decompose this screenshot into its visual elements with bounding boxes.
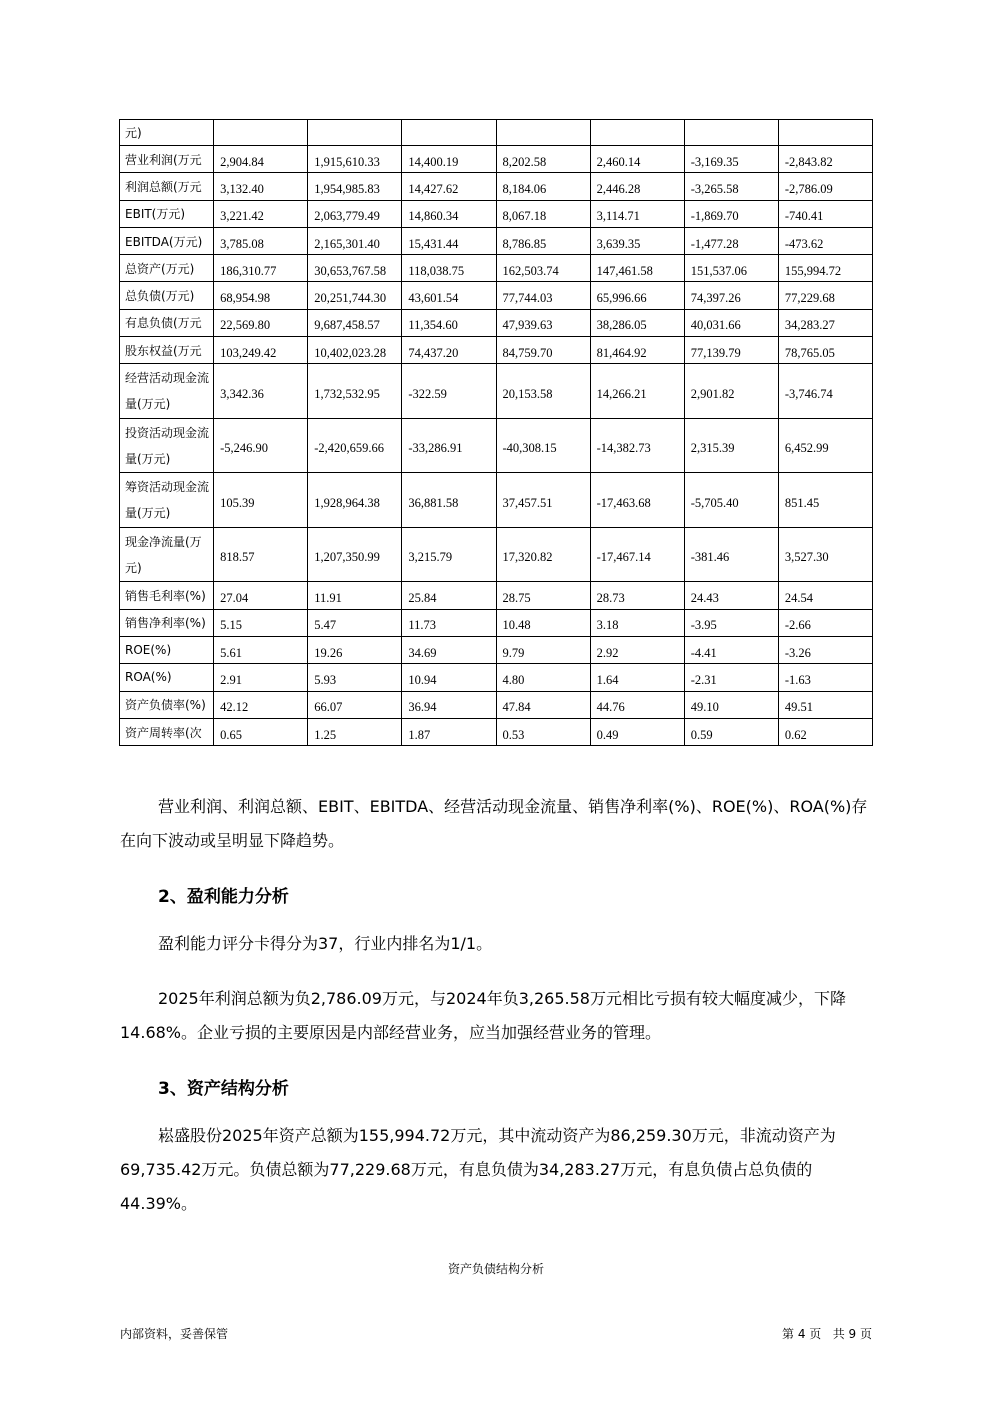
table-row	[120, 255, 873, 282]
table-cell: -3.95	[684, 609, 778, 636]
table-row	[120, 527, 873, 582]
row-label: 股东权益(万元	[120, 337, 214, 364]
table-cell: 14,860.34	[402, 200, 496, 227]
table-cell	[214, 120, 308, 146]
table-cell: 77,744.03	[496, 282, 590, 309]
table-row	[120, 691, 873, 718]
table-cell: 8,786.85	[496, 227, 590, 254]
table-cell: 147,461.58	[590, 255, 684, 282]
table-cell: -2,420,659.66	[308, 418, 402, 473]
summary-paragraph: 营业利润、利润总额、EBIT、EBITDA、经营活动现金流量、销售净利率(%)、ROE(%)、ROA(%)存在向下波动或呈明显下降趋势。	[120, 797, 868, 850]
table-cell: 47,939.63	[496, 309, 590, 336]
row-label: 销售毛利率(%)	[120, 582, 214, 609]
table-cell: 20,251,744.30	[308, 282, 402, 309]
table-cell: -473.62	[778, 227, 872, 254]
table-cell: 81,464.92	[590, 337, 684, 364]
row-label: 总资产(万元)	[120, 255, 214, 282]
table-cell: -17,467.14	[590, 527, 684, 582]
table-cell: -14,382.73	[590, 418, 684, 473]
row-label: EBITDA(万元)	[120, 227, 214, 254]
table-cell: 0.53	[496, 718, 590, 745]
table-cell: 4.80	[496, 664, 590, 691]
table-cell: 27.04	[214, 582, 308, 609]
table-cell: 1,915,610.33	[308, 146, 402, 173]
table-row	[120, 309, 873, 336]
table-cell: -322.59	[402, 364, 496, 419]
table-cell: 2,165,301.40	[308, 227, 402, 254]
table-cell	[496, 120, 590, 146]
table-cell: 42.12	[214, 691, 308, 718]
table-cell: -17,463.68	[590, 473, 684, 528]
table-cell: 9,687,458.57	[308, 309, 402, 336]
table-row	[120, 120, 873, 146]
table-cell: 10.94	[402, 664, 496, 691]
table-cell: 5.47	[308, 609, 402, 636]
table-row	[120, 473, 873, 528]
table-cell: 11.73	[402, 609, 496, 636]
table-row	[120, 173, 873, 200]
row-label: 元)	[120, 120, 214, 146]
table-cell: 5.61	[214, 636, 308, 663]
table-cell: 14,266.21	[590, 364, 684, 419]
row-label: ROA(%)	[120, 664, 214, 691]
table-cell: 28.75	[496, 582, 590, 609]
table-cell: 1,928,964.38	[308, 473, 402, 528]
table-cell: 818.57	[214, 527, 308, 582]
table-cell: 34.69	[402, 636, 496, 663]
table-cell: -740.41	[778, 200, 872, 227]
table-cell: 10.48	[496, 609, 590, 636]
table-cell: 22,569.80	[214, 309, 308, 336]
table-cell: 2,315.39	[684, 418, 778, 473]
financial-table-body	[120, 120, 873, 746]
table-cell: 1,732,532.95	[308, 364, 402, 419]
table-cell: -5,705.40	[684, 473, 778, 528]
profitability-score-paragraph: 盈利能力评分卡得分为37，行业内排名为1/1。	[158, 934, 493, 953]
table-cell: 3,132.40	[214, 173, 308, 200]
table-cell: -3.26	[778, 636, 872, 663]
table-cell: -33,286.91	[402, 418, 496, 473]
row-label: 销售净利率(%)	[120, 609, 214, 636]
table-cell: 49.10	[684, 691, 778, 718]
table-cell: 77,139.79	[684, 337, 778, 364]
row-label: 利润总额(万元	[120, 173, 214, 200]
table-cell: 40,031.66	[684, 309, 778, 336]
table-cell: 3,639.35	[590, 227, 684, 254]
table-cell: 77,229.68	[778, 282, 872, 309]
table-cell: 3.18	[590, 609, 684, 636]
table-cell: 78,765.05	[778, 337, 872, 364]
table-cell: -1,869.70	[684, 200, 778, 227]
table-cell: 2.92	[590, 636, 684, 663]
table-cell: -2.66	[778, 609, 872, 636]
table-cell: -5,246.90	[214, 418, 308, 473]
table-cell: 2,904.84	[214, 146, 308, 173]
table-row	[120, 718, 873, 745]
table-cell: 186,310.77	[214, 255, 308, 282]
table-cell: 6,452.99	[778, 418, 872, 473]
table-cell: 851.45	[778, 473, 872, 528]
table-cell: 3,114.71	[590, 200, 684, 227]
table-cell	[402, 120, 496, 146]
table-cell: 2,901.82	[684, 364, 778, 419]
table-row	[120, 282, 873, 309]
table-cell: 11.91	[308, 582, 402, 609]
profit-total-paragraph: 2025年利润总额为负2,786.09万元，与2024年负3,265.58万元相比亏损有较大幅度减少，下降14.68%。企业亏损的主要原因是内部经营业务，应当加强经营业务的管理。	[120, 989, 846, 1042]
table-row	[120, 664, 873, 691]
table-cell: 5.93	[308, 664, 402, 691]
table-cell: -3,265.58	[684, 173, 778, 200]
table-row	[120, 364, 873, 419]
table-cell: 3,221.42	[214, 200, 308, 227]
table-cell: 24.54	[778, 582, 872, 609]
row-label: 资产周转率(次	[120, 718, 214, 745]
table-cell: 44.76	[590, 691, 684, 718]
table-row	[120, 418, 873, 473]
asset-structure-paragraph: 崧盛股份2025年资产总额为155,994.72万元，其中流动资产为86,259.30万元，非流动资产为69,735.42万元。负债总额为77,229.68万元，有息负债为34,283.27万元，有息负债占总负债的44.39%。	[120, 1126, 836, 1213]
table-cell: 36,881.58	[402, 473, 496, 528]
table-row	[120, 227, 873, 254]
table-cell: 2.91	[214, 664, 308, 691]
table-cell: 0.49	[590, 718, 684, 745]
row-label: 经营活动现金流量(万元)	[120, 364, 214, 419]
figure-caption: 资产负债结构分析	[447, 1262, 544, 1276]
table-cell: 28.73	[590, 582, 684, 609]
section-heading-profitability: 2、盈利能力分析	[158, 887, 289, 907]
table-cell: -2,786.09	[778, 173, 872, 200]
table-cell: 43,601.54	[402, 282, 496, 309]
table-row	[120, 609, 873, 636]
table-cell: -3,746.74	[778, 364, 872, 419]
table-cell: 36.94	[402, 691, 496, 718]
table-cell: 118,038.75	[402, 255, 496, 282]
table-cell: 2,063,779.49	[308, 200, 402, 227]
table-cell: 24.43	[684, 582, 778, 609]
table-cell: 17,320.82	[496, 527, 590, 582]
table-cell: 37,457.51	[496, 473, 590, 528]
table-cell: 19.26	[308, 636, 402, 663]
table-cell: 0.59	[684, 718, 778, 745]
table-cell: 0.65	[214, 718, 308, 745]
row-label: 资产负债率(%)	[120, 691, 214, 718]
table-cell: 5.15	[214, 609, 308, 636]
table-cell: 25.84	[402, 582, 496, 609]
table-cell: 155,994.72	[778, 255, 872, 282]
table-cell: 66.07	[308, 691, 402, 718]
table-cell: 14,400.19	[402, 146, 496, 173]
footer-confidential-note: 内部资料，妥善保管	[120, 1327, 229, 1341]
row-label: 有息负债(万元	[120, 309, 214, 336]
table-cell	[308, 120, 402, 146]
table-row	[120, 636, 873, 663]
table-cell	[684, 120, 778, 146]
table-cell: 20,153.58	[496, 364, 590, 419]
table-cell: -381.46	[684, 527, 778, 582]
table-cell: 65,996.66	[590, 282, 684, 309]
table-cell: 47.84	[496, 691, 590, 718]
table-row	[120, 337, 873, 364]
table-cell: -1.63	[778, 664, 872, 691]
table-cell: 3,527.30	[778, 527, 872, 582]
section-heading-asset-structure: 3、资产结构分析	[158, 1079, 289, 1099]
row-label: 营业利润(万元	[120, 146, 214, 173]
table-cell: 8,202.58	[496, 146, 590, 173]
table-cell: 2,460.14	[590, 146, 684, 173]
table-cell: 3,785.08	[214, 227, 308, 254]
table-row	[120, 200, 873, 227]
table-cell: 34,283.27	[778, 309, 872, 336]
financial-table	[119, 119, 873, 746]
table-cell: 68,954.98	[214, 282, 308, 309]
row-label: 投资活动现金流量(万元)	[120, 418, 214, 473]
table-row	[120, 146, 873, 173]
table-cell: 103,249.42	[214, 337, 308, 364]
table-cell	[590, 120, 684, 146]
table-cell: 11,354.60	[402, 309, 496, 336]
table-cell: -40,308.15	[496, 418, 590, 473]
table-cell: -4.41	[684, 636, 778, 663]
row-label: 现金净流量(万元)	[120, 527, 214, 582]
row-label: ROE(%)	[120, 636, 214, 663]
table-cell: -3,169.35	[684, 146, 778, 173]
table-cell: 1.64	[590, 664, 684, 691]
table-cell: 74,437.20	[402, 337, 496, 364]
table-cell: 10,402,023.28	[308, 337, 402, 364]
table-cell: 3,342.36	[214, 364, 308, 419]
table-cell: 8,067.18	[496, 200, 590, 227]
row-label: 筹资活动现金流量(万元)	[120, 473, 214, 528]
table-cell: 2,446.28	[590, 173, 684, 200]
table-cell: 0.62	[778, 718, 872, 745]
table-cell: 105.39	[214, 473, 308, 528]
row-label: 总负债(万元)	[120, 282, 214, 309]
table-cell: -2,843.82	[778, 146, 872, 173]
table-cell: 30,653,767.58	[308, 255, 402, 282]
table-cell: 1.25	[308, 718, 402, 745]
table-cell: 38,286.05	[590, 309, 684, 336]
table-cell: 162,503.74	[496, 255, 590, 282]
table-cell	[778, 120, 872, 146]
table-cell: 15,431.44	[402, 227, 496, 254]
footer-page-number: 第 4 页 共 9 页	[782, 1327, 872, 1341]
table-row	[120, 582, 873, 609]
table-cell: -1,477.28	[684, 227, 778, 254]
table-cell: 1,954,985.83	[308, 173, 402, 200]
row-label: EBIT(万元)	[120, 200, 214, 227]
table-cell: 1,207,350.99	[308, 527, 402, 582]
table-cell: 84,759.70	[496, 337, 590, 364]
table-cell: -2.31	[684, 664, 778, 691]
table-cell: 49.51	[778, 691, 872, 718]
table-cell: 3,215.79	[402, 527, 496, 582]
table-cell: 14,427.62	[402, 173, 496, 200]
table-cell: 8,184.06	[496, 173, 590, 200]
table-cell: 1.87	[402, 718, 496, 745]
table-cell: 74,397.26	[684, 282, 778, 309]
table-cell: 9.79	[496, 636, 590, 663]
table-cell: 151,537.06	[684, 255, 778, 282]
